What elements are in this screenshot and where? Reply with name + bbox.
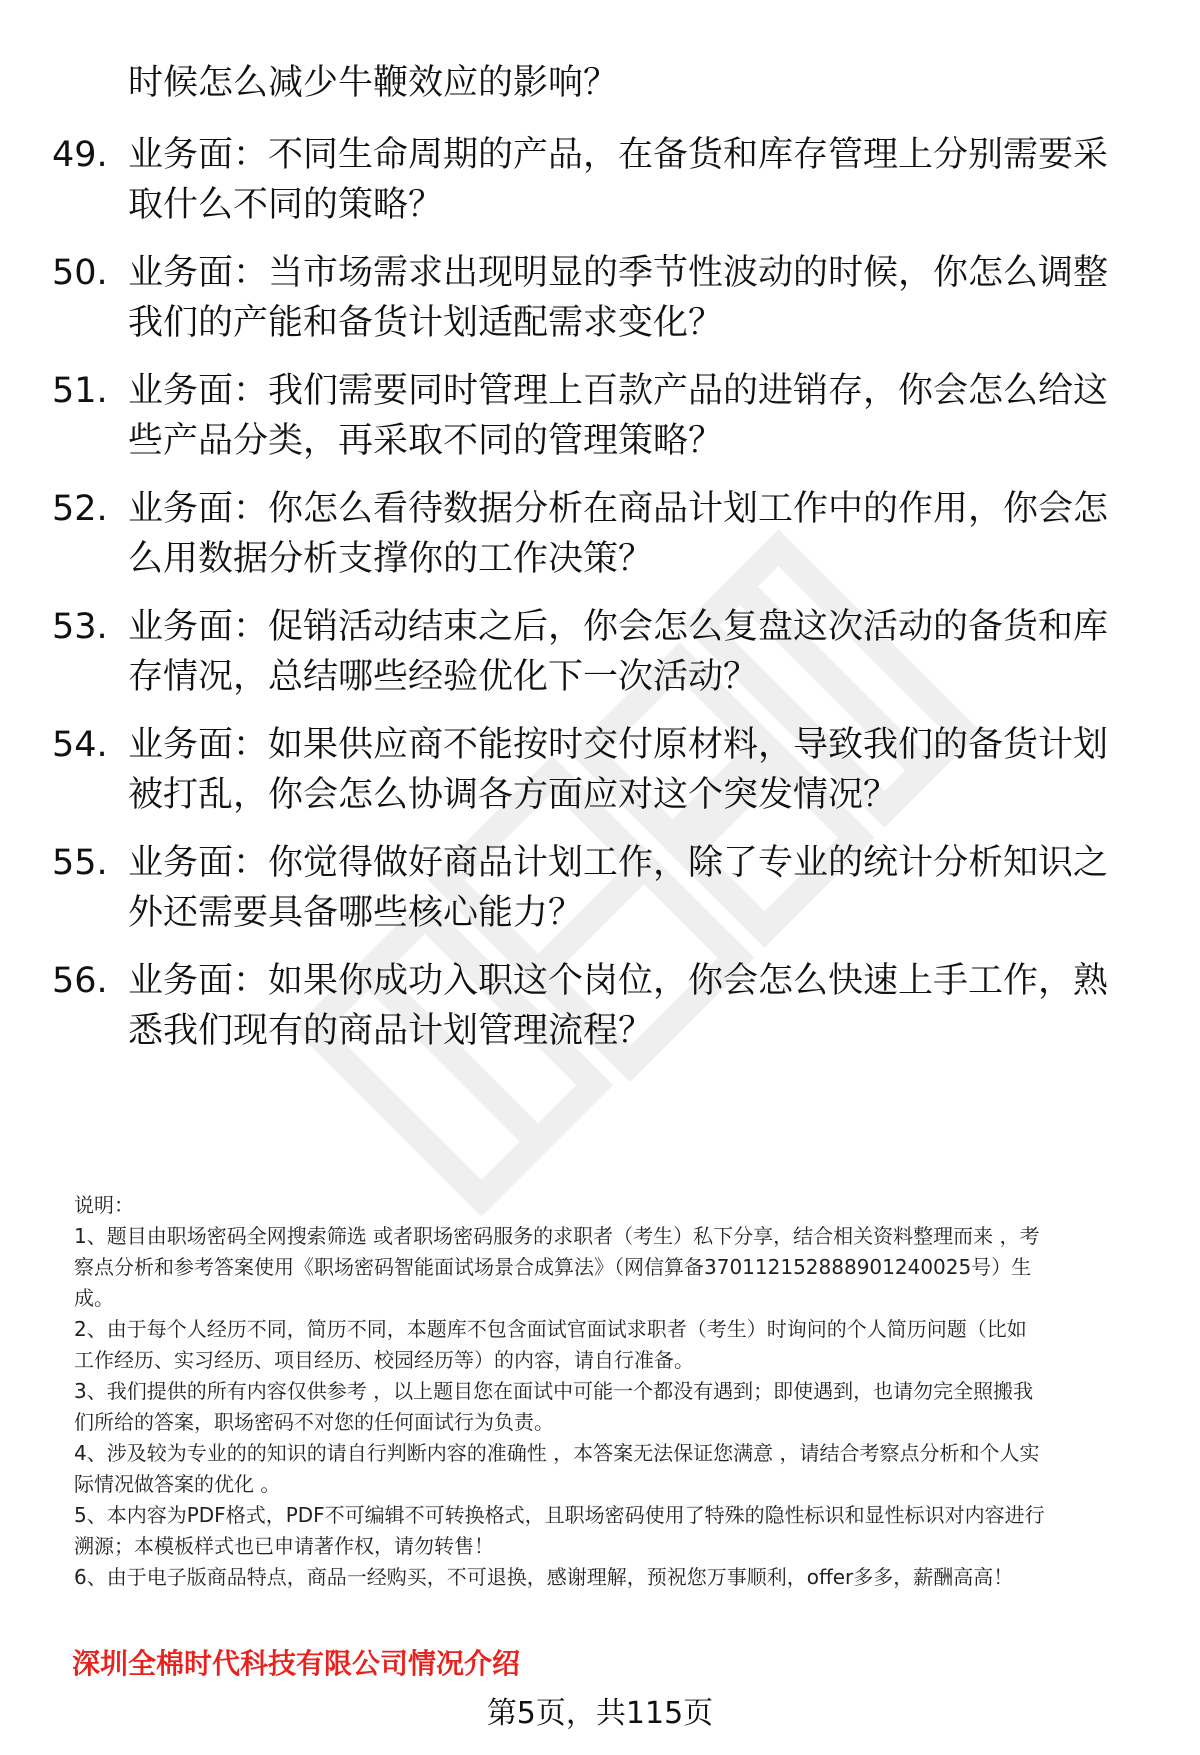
notes-line: 6、由于电子版商品特点，商品一经购买，不可退换，感谢理解，预祝您万事顺利，offer多多，薪酬高高！ [74,1565,1014,1589]
question-text-line: 外还需要具备哪些核心能力？ [128,893,584,933]
notes-line: 际情况做答案的优化 。 [74,1472,281,1496]
question-text-line: 些产品分类，再采取不同的管理策略？ [128,421,724,461]
question-text-line: 我们的产能和备货计划适配需求变化？ [128,303,724,343]
question-text-line: 业务面：你觉得做好商品计划工作，除了专业的统计分析知识之 [128,843,1109,883]
question-text-line: 业务面：促销活动结束之后，你会怎么复盘这次活动的备货和库 [128,607,1109,647]
question-text-line: 悉我们现有的商品计划管理流程？ [128,1011,654,1051]
question-text-line: 业务面：不同生命周期的产品，在备货和库存管理上分别需要采 [128,135,1109,175]
notes-line: 们所给的答案，职场密码不对您的任何面试行为负责。 [74,1410,554,1434]
question-text-line: 业务面：如果你成功入职这个岗位，你会怎么快速上手工作，熟 [128,961,1109,1001]
question-item [52,366,1152,466]
notes-line: 溯源；本模板样式也已申请著作权，请勿转售！ [74,1534,494,1558]
question-item [52,720,1152,820]
question-continuation: 时候怎么减少牛鞭效应的影响？ [128,63,619,103]
question-item [52,956,1152,1056]
question-text-line: 被打乱，你会怎么协调各方面应对这个突发情况？ [128,775,899,815]
question-number: 54. [52,725,108,765]
question-number: 55. [52,843,108,883]
question-number: 49. [52,135,108,175]
question-item [52,838,1152,938]
notes-line: 成。 [74,1286,114,1310]
question-number: 51. [52,371,108,411]
question-item [52,484,1152,584]
question-text-line: 业务面：我们需要同时管理上百款产品的进销存，你会怎么给这 [128,371,1109,411]
question-text-line: 么用数据分析支撑你的工作决策？ [128,539,654,579]
question-text-line: 取什么不同的策略？ [128,185,444,225]
question-item [52,602,1152,702]
disclaimer-notes [74,1190,1164,1593]
notes-line: 3、我们提供的所有内容仅供参考 ，以上题目您在面试中可能一个都没有遇到；即使遇到，也请勿完全照搬我 [74,1379,1034,1403]
company-section-title: 深圳全棉时代科技有限公司情况介绍 [72,1647,521,1680]
notes-line: 4、涉及较为专业的的知识的请自行判断内容的准确性 ，本答案无法保证您满意 ，请结合考察点分析和个人实 [74,1441,1040,1465]
page-number: 第5页，共115页 [486,1696,714,1731]
notes-line: 工作经历、实习经历、项目经历、校园经历等）的内容，请自行准备。 [74,1348,694,1372]
notes-line: 2、由于每个人经历不同，简历不同，本题库不包含面试官面试求职者（考生）时询问的个人简历问题（比如 [74,1317,1027,1341]
question-text-line: 业务面：当市场需求出现明显的季节性波动的时候，你怎么调整 [128,253,1109,293]
notes-line: 察点分析和参考答案使用《职场密码智能面试场景合成算法》（网信算备370112152888901240025号）生 [74,1255,1032,1279]
question-number: 50. [52,253,108,293]
notes-line: 1、题目由职场密码全网搜索筛选 或者职场密码服务的求职者（考生）私下分享，结合相关资料整理而来 ，考 [74,1224,1040,1248]
question-item [52,130,1152,230]
question-number: 56. [52,961,108,1001]
question-text-line: 业务面：如果供应商不能按时交付原材料，导致我们的备货计划 [128,725,1109,765]
question-text-line: 存情况，总结哪些经验优化下一次活动？ [128,657,759,697]
question-item [52,248,1152,348]
question-number: 53. [52,607,108,647]
notes-heading: 说明： [74,1193,134,1217]
question-number: 52. [52,489,108,529]
notes-line: 5、本内容为PDF格式，PDF不可编辑不可转换格式，且职场密码使用了特殊的隐性标识和显性标识对内容进行 [74,1503,1045,1527]
question-text-line: 业务面：你怎么看待数据分析在商品计划工作中的作用，你会怎 [128,489,1109,529]
